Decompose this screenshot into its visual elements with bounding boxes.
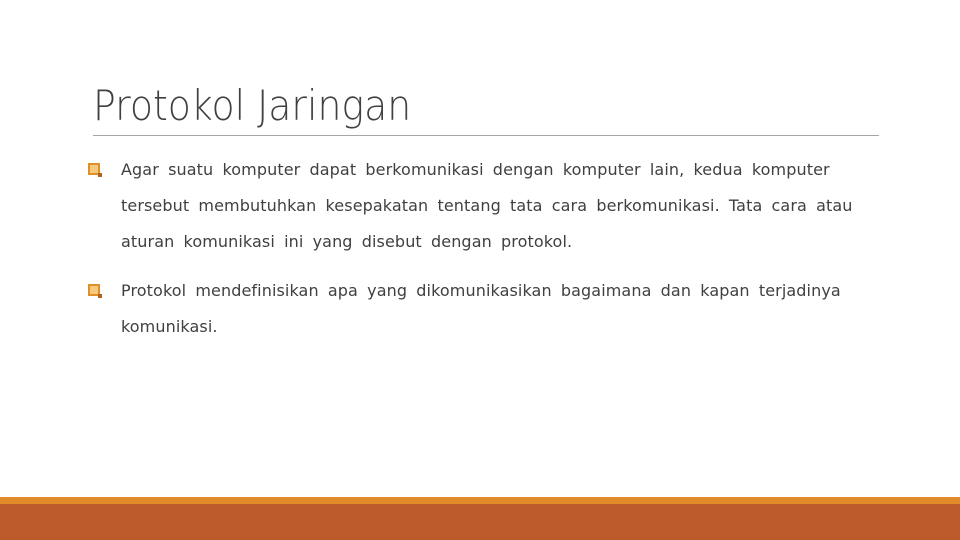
footer-band (0, 504, 960, 540)
bullet-list (88, 152, 868, 358)
checkbox-square-icon (88, 284, 100, 296)
footer-accent-stripe (0, 497, 960, 504)
checkbox-square-icon (88, 163, 100, 175)
bullet-text: Protokol mendefinisikan apa yang dikomunikasikan bagaimana dan kapan terjadinya komunikasi. (121, 281, 841, 336)
title-divider (93, 135, 879, 136)
bullet-item (88, 273, 868, 345)
slide-title: Protokol Jaringan (93, 81, 412, 130)
bullet-item (88, 152, 868, 260)
bullet-text: Agar suatu komputer dapat berkomunikasi dengan komputer lain, kedua komputer tersebut membutuhkan kesepakatan tentang tata cara berkomunikasi. Tata cara atau aturan komunikasi ini yang disebut dengan protokol. (121, 160, 853, 251)
